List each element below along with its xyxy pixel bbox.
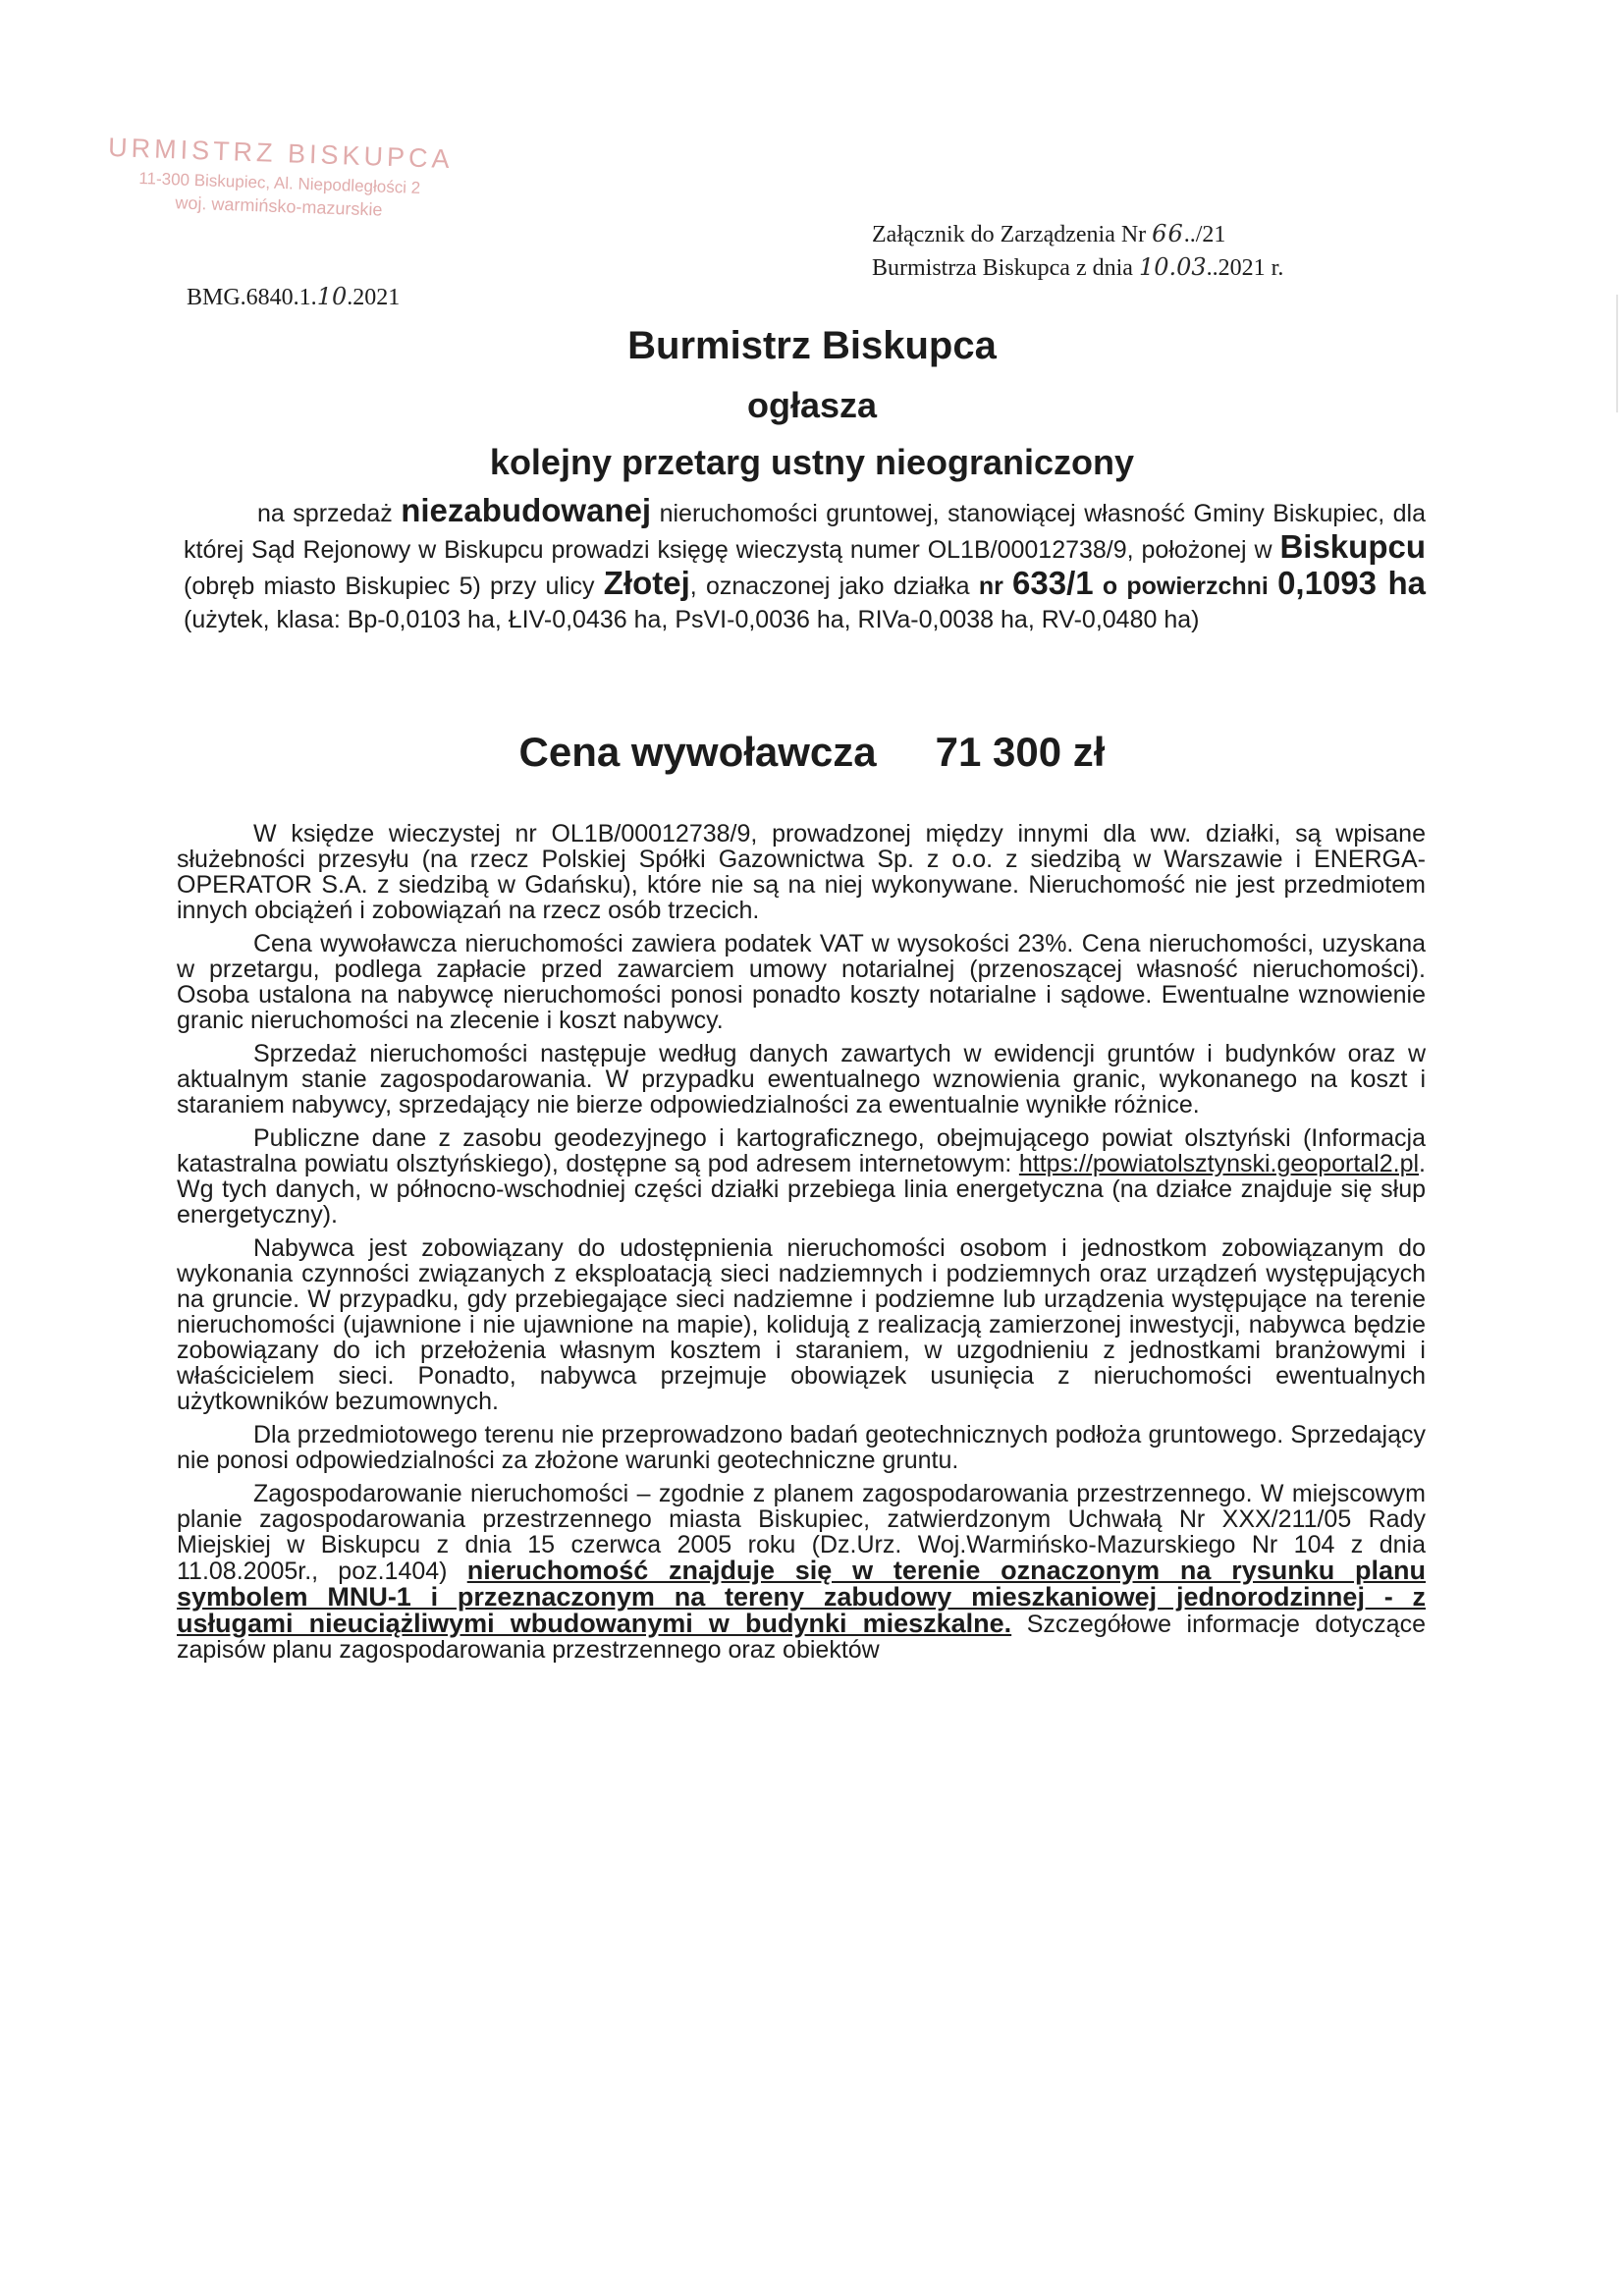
annex-line-1: Załącznik do Zarządzenia Nr 66../21 bbox=[872, 220, 1226, 247]
reference-number bbox=[187, 283, 400, 311]
stamp-line-1: URMISTRZ BISKUPCA bbox=[107, 132, 455, 175]
annex-handwritten-date: 10.03 bbox=[1138, 253, 1207, 281]
ref-prefix: BMG.6840.1. bbox=[187, 285, 317, 310]
paragraph-geoportal: Publiczne dane z zasobu geodezyjnego i kartograficznego, obejmującego powiat olsztyński (Informacja katastralna powiatu olsztyńskiego), dostępne są pod adresem internetowym: https://powiatolsztynski.geoportal2.pl. Wg tych danych, w północno-wschodniej części działki przebiega linia energetyczna (na działce znajduje się słup energetyczny). bbox=[177, 1124, 1426, 1229]
stamp-line-2: 11-300 Biskupiec, Al. Niepodległości 2 bbox=[138, 168, 421, 197]
heading-issuer: Burmistrz Biskupca bbox=[627, 324, 997, 367]
property-description: na sprzedaż niezabudowanej nieruchomości gruntowej, stanowiącej własność Gminy Biskupiec, dla której Sąd Rejonowy w Biskupcu prowadzi księgę wieczystą numer OL1B/00012738/9, położonej w Biskupcu (obręb miasto Biskupiec 5) przy ulicy Złotej, oznaczonej jako działka nr 633/1 o powierzchni 0,1093 ha (użytek, klasa: Bp-0,0103 ha, ŁIV-0,0436 ha, PsVI-0,0036 ha, RIVa-0,0038 ha, RV-0,0480 ha) bbox=[184, 492, 1427, 633]
paragraph-vat: Cena wywoławcza nieruchomości zawiera podatek VAT w wysokości 23%. Cena nieruchomości, uzyskana w przetargu, podlega zapłacie przed zawarciem umowy notarialnej (przenoszącej własność nieruchomości). Osoba ustalona na nabywcę nieruchomości ponosi ponadto koszty notarialne i sądowe. Ewentualne wznowienie granic nieruchomości na zlecenie i koszt nabywcy. bbox=[177, 930, 1426, 1034]
street-emphasis: Złotej bbox=[603, 565, 690, 601]
office-stamp bbox=[82, 131, 478, 224]
starting-price bbox=[0, 729, 1624, 776]
plot-area: 0,1093 ha bbox=[1277, 565, 1426, 601]
paragraph-networks: Nabywca jest zobowiązany do udostępnienia nieruchomości osobom i jednostkom zobowiązanym do wykonania czynności związanych z eksploatacją sieci nadziemnych i podziemnych oraz urządzeń występujących na gruncie. W przypadku, gdy przebiegające sieci nadziemne i podziemne lub urządzenia występujące na terenie nieruchomości (ujawnione i nie ujawnione na mapie), kolidują z realizacją zamierzonej inwestycji, nabywca będzie zobowiązany do ich przełożenia własnym kosztem i staraniem, w uzgodnieniu z jednostkami branżowymi i właścicielem sieci. Ponadto, nabywca przejmuje obowiązek usunięcia z nieruchomości ewentualnych użytkowników bezumownych. bbox=[177, 1234, 1426, 1415]
paragraph-land-registry: Sprzedaż nieruchomości następuje według danych zawartych w ewidencji gruntów i budynków oraz w aktualnym stanie zagospodarowania. W przypadku ewentualnego wznowienia granic, wykonanego na koszt i staraniem nabywcy, sprzedający nie bierze odpowiedzialności za ewentualnie wynikłe różnice. bbox=[177, 1040, 1426, 1119]
annex-note bbox=[872, 218, 1283, 285]
heading-announces: ogłasza bbox=[746, 385, 878, 425]
starting-price-label: Cena wywoławcza bbox=[518, 729, 877, 775]
starting-price-value: 71 300 zł bbox=[935, 729, 1106, 775]
ref-handwritten-number: 10 bbox=[316, 283, 348, 310]
zoning-emphasis: nieruchomość znajduje się w terenie oznaczonym na rysunku planu symbolem MNU-1 i przeznaczonym na tereny zabudowy mieszkaniowej jednorodzinnej - z usługami nieuciążliwymi wbudowanymi w budynki mieszkalne. bbox=[177, 1556, 1426, 1638]
ref-year: .2021 bbox=[347, 285, 401, 310]
annex-line-2: Burmistrza Biskupca z dnia 10.03..2021 r. bbox=[872, 253, 1284, 281]
annex-handwritten-number: 66 bbox=[1152, 220, 1184, 247]
paragraph-geotechnical: Dla przedmiotowego terenu nie przeprowadzono badań geotechnicznych podłoża gruntowego. Sprzedający nie ponosi odpowiedzialności za złożone warunki geotechniczne gruntu. bbox=[177, 1421, 1426, 1474]
plot-number: 633/1 bbox=[1012, 565, 1094, 601]
paragraph-zoning: Zagospodarowanie nieruchomości – zgodnie z planem zagospodarowania przestrzennego. W miejscowym planie zagospodarowania przestrzennego miasta Biskupiec, zatwierdzonym Uchwałą Nr XXX/211/05 Rady Miejskiej w Biskupcu z dnia 15 czerwca 2005 roku (Dz.Urz. Woj.Warmińsko-Mazurskiego Nr 104 z dnia 11.08.2005r., poz.1404) nieruchomość znajduje się w terenie oznaczonym na rysunku planu symbolem MNU-1 i przeznaczonym na tereny zabudowy mieszkaniowej jednorodzinnej - z usługami nieuciążliwymi wbudowanymi w budynki mieszkalne. Szczegółowe informacje dotyczące zapisów planu zagospodarowania przestrzennego oraz obiektów bbox=[177, 1480, 1426, 1664]
stamp-line-3: woj. warmińsko-mazurskie bbox=[175, 192, 383, 220]
announcement-body bbox=[177, 821, 1426, 1670]
geoportal-link[interactable]: https://powiatolsztynski.geoportal2.pl bbox=[1018, 1150, 1420, 1177]
heading-tender: kolejny przetarg ustny nieograniczony bbox=[489, 442, 1135, 482]
town-emphasis: Biskupcu bbox=[1279, 528, 1426, 565]
paragraph-easements: W księdze wieczystej nr OL1B/00012738/9, prowadzonej między innymi dla ww. działki, są wpisane służebności przesyłu (na rzecz Polskiej Spółki Gazownictwa Sp. z o.o. z siedzibą w Warszawie i ENERGA-OPERATOR S.A. z siedzibą w Gdańsku), które nie są na niej wykonywane. Nieruchomość nie jest przedmiotem innych obciążeń i zobowiązań na rzecz osób trzecich. bbox=[177, 820, 1426, 924]
undeveloped-emphasis: niezabudowanej bbox=[401, 492, 652, 528]
